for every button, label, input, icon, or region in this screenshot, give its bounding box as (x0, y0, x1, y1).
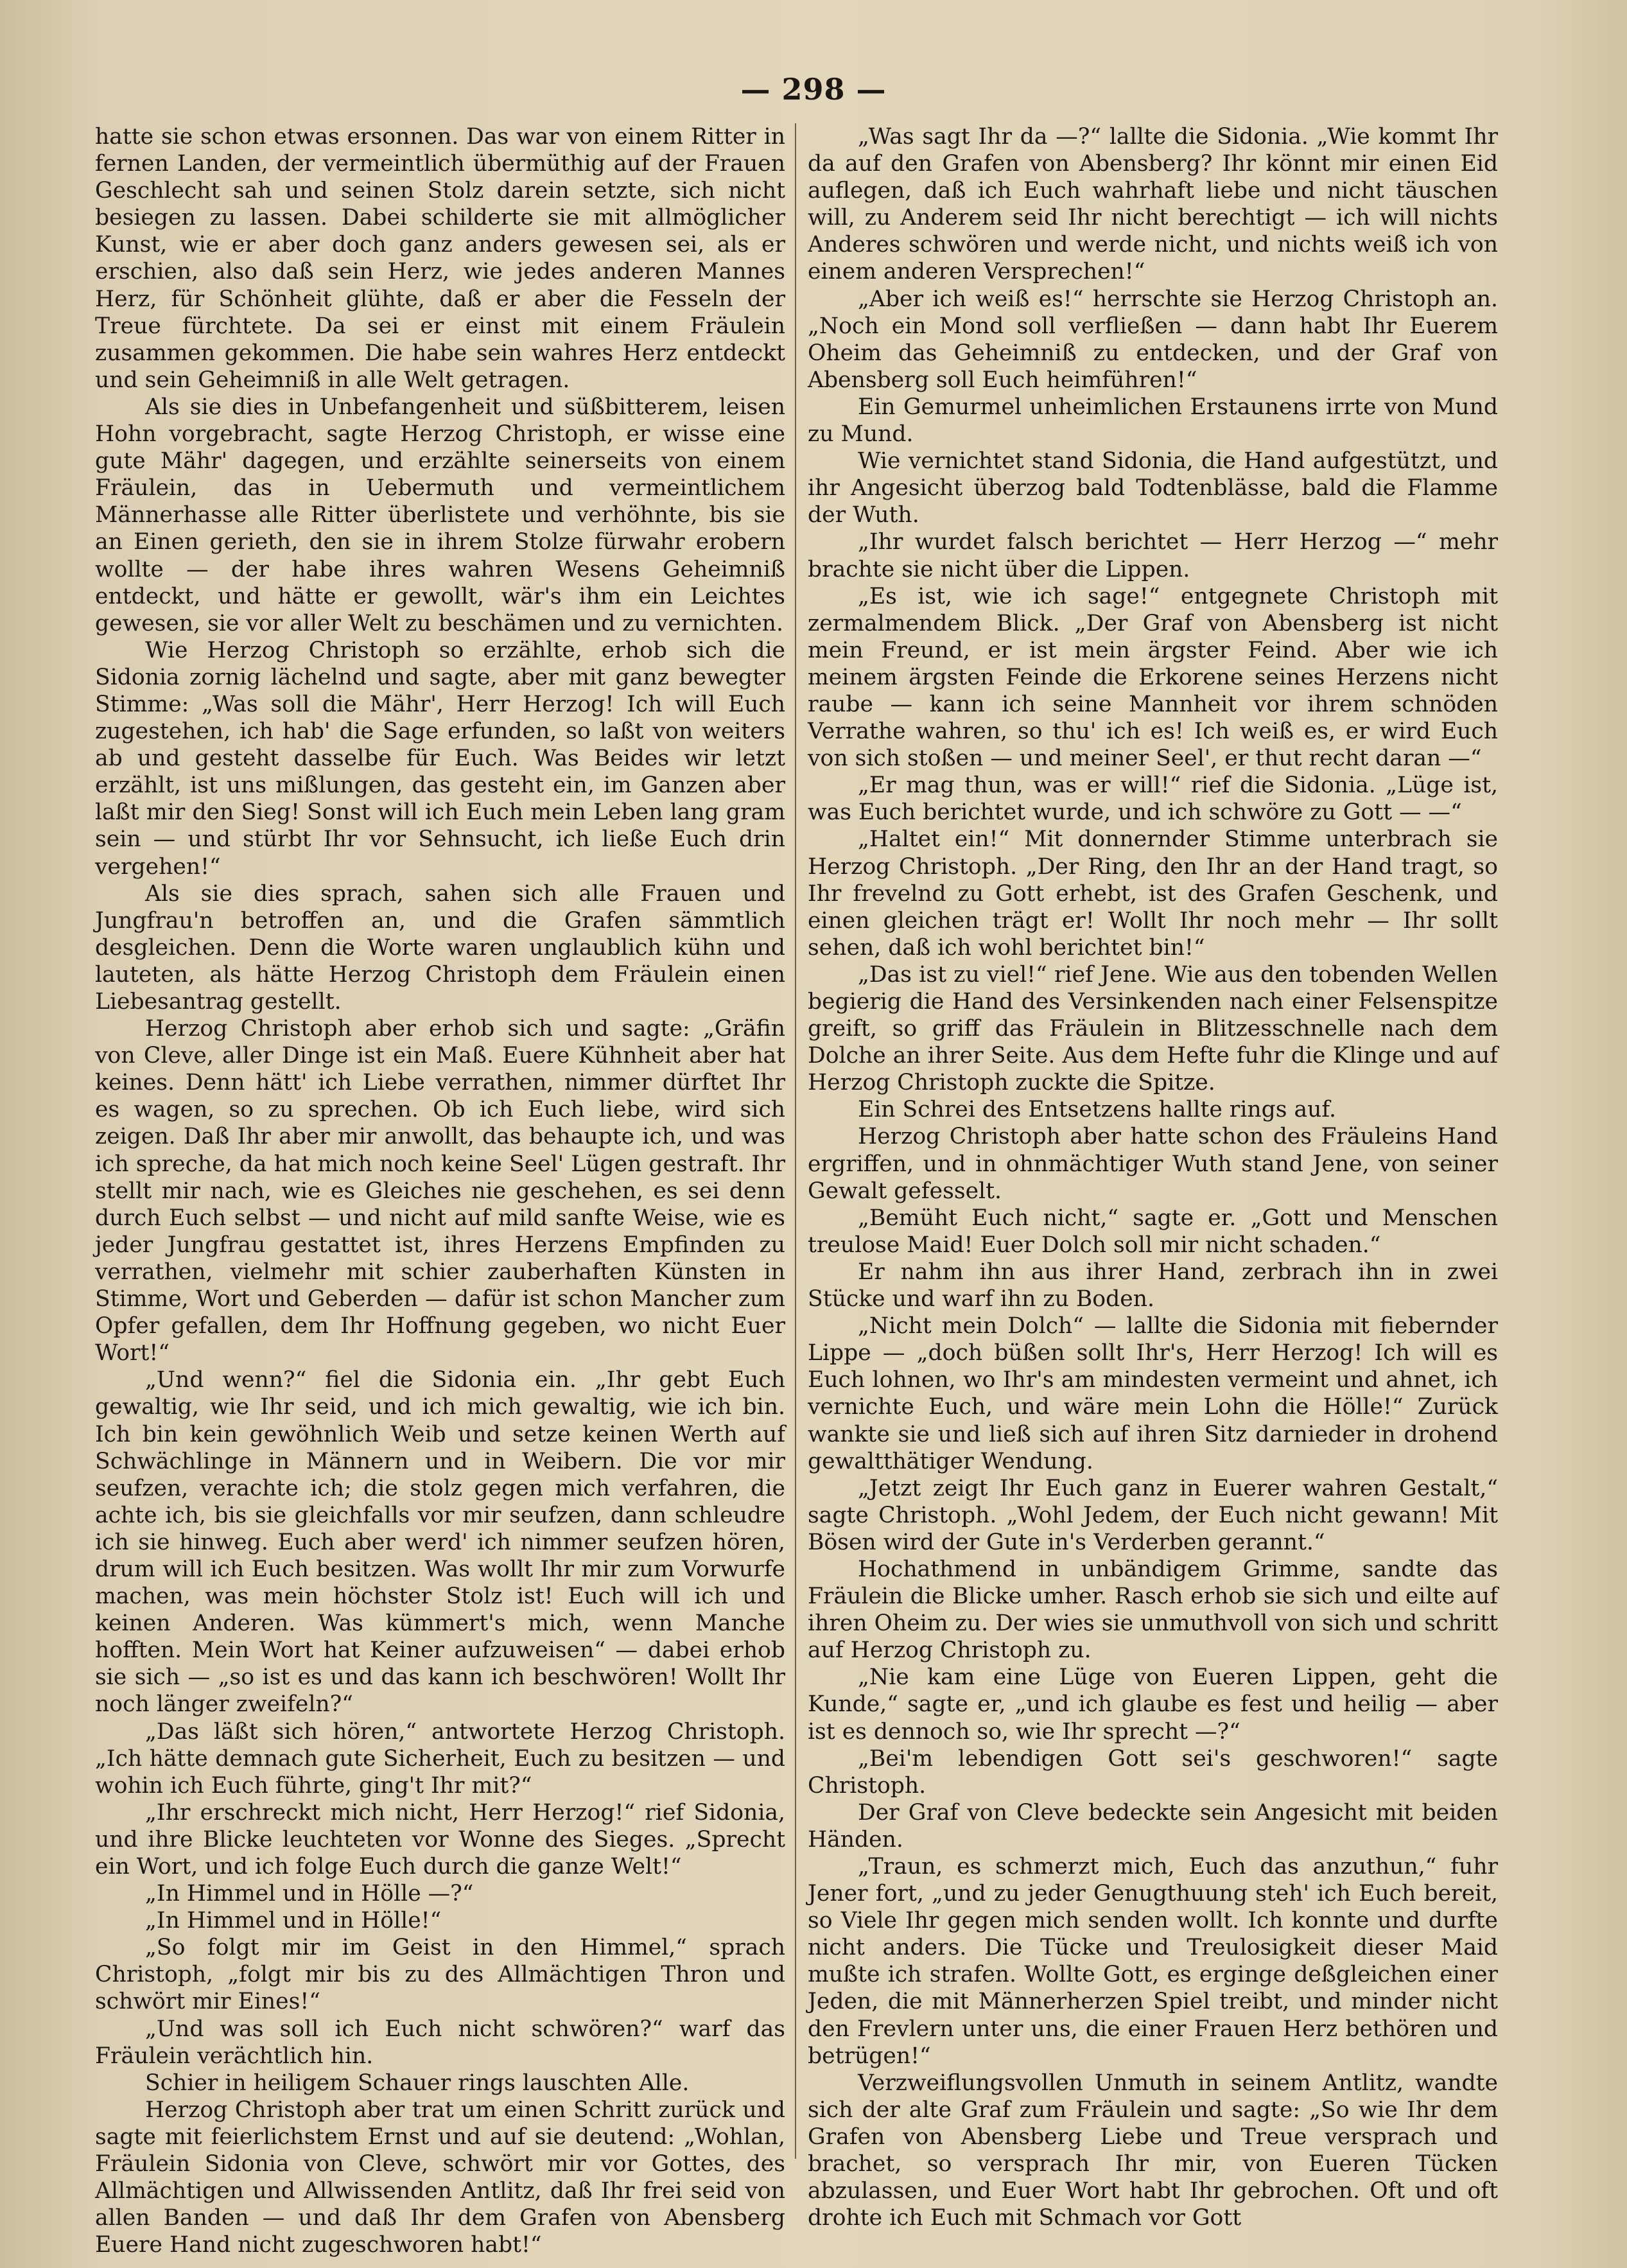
paragraph: „Aber ich weiß es!“ herrschte sie Herzog Christoph an. „Noch ein Mond soll verfließen — dann habt Ihr Euerem Oheim das Geheimniß zu entdecken, und der Graf von Abensberg soll Euch heimführen!“ (808, 286, 1498, 393)
paragraph: „Und wenn?“ fiel die Sidonia ein. „Ihr gebt Euch gewaltig, wie Ihr seid, und ich mich gewaltig, wie ich bin. Ich bin kein gewöhnlich Weib und setze keinen Werth auf Schwächlinge in Männern und in Weibern. Die vor mir seufzen, verachte ich; die stolz gegen mich verfahren, die achte ich, bis sie gleichfalls vor mir seufzen, dann schleudre ich sie hinweg. Euch aber werd' ich nimmer seufzen hören, drum will ich Euch besitzen. Was wollt Ihr mir zum Vorwurfe machen, was mein höchster Stolz ist! Euch will ich und keinen Anderen. Was kümmert's mich, wenn Manche hofften. Mein Wort hat Keiner aufzuweisen“ — dabei erhob sie sich — „so ist es und das kann ich beschwören! Wollt Ihr noch länger zweifeln?“ (95, 1367, 785, 1718)
paragraph: Als sie dies in Unbefangenheit und süßbitterem, leisen Hohn vorgebracht, sagte Herzog Christoph, er wisse eine gute Mähr' dagegen, und erzählte seinerseits von einem Fräulein, das in Uebermuth und vermeintlichem Männerhasse alle Ritter überlistete und verhöhnte, bis sie an Einen gerieth, den sie in ihrem Stolze fürwahr erobern wollte — der habe ihres wahren Wesens Geheimniß entdeckt, und hätte er gewollt, wär's ihm ein Leichtes gewesen, sie vor aller Welt zu beschämen und zu vernichten. (95, 394, 785, 636)
paragraph: „So folgt mir im Geist in den Himmel,“ sprach Christoph, „folgt mir bis zu des Allmächtigen Thron und schwört mir Eines!“ (95, 1935, 785, 2015)
paragraph: Wie vernichtet stand Sidonia, die Hand aufgestützt, und ihr Angesicht überzog bald Todtenblässe, bald die Flamme der Wuth. (808, 448, 1498, 528)
paragraph: „Und was soll ich Euch nicht schwören?“ warf das Fräulein verächtlich hin. (95, 2016, 785, 2069)
paragraph: Ein Schrei des Entsetzens hallte rings auf. (858, 1097, 1336, 1123)
paragraph: Ein Gemurmel unheimlichen Erstaunens irrte von Mund zu Mund. (808, 394, 1498, 448)
paragraph: Er nahm ihn aus ihrer Hand, zerbrach ihn in zwei Stücke und warf ihn zu Boden. (808, 1259, 1498, 1313)
paragraph: Hochathmend in unbändigem Grimme, sandte das Fräulein die Blicke umher. Rasch erhob sie sich und eilte auf ihren Oheim zu. Der wies sie unmuthvoll von sich und schritt auf Herzog Christoph zu. (808, 1556, 1498, 1664)
paragraph: „Nie kam eine Lüge von Eueren Lippen, geht die Kunde,“ sagte er, „und ich glaube es fest und heilig — aber ist es dennoch so, wie Ihr sprecht —?“ (808, 1664, 1498, 1745)
page-number: — 298 — (740, 72, 887, 107)
paragraph: Als sie dies sprach, sahen sich alle Frauen und Jungfrau'n betroffen an, und die Grafen sämmtlich desgleichen. Denn die Worte waren unglaublich kühn und lauteten, als hätte Herzog Christoph dem Fräulein einen Liebesantrag gestellt. (95, 880, 785, 1015)
paragraph: „Ihr erschreckt mich nicht, Herr Herzog!“ rief Sidonia, und ihre Blicke leuchteten vor Wonne des Sieges. „Sprecht ein Wort, und ich folge Euch durch die ganze Welt!“ (95, 1799, 785, 1880)
paragraph: „Er mag thun, was er will!“ rief die Sidonia. „Lüge ist, was Euch berichtet wurde, und ich schwöre zu Gott — —“ (808, 772, 1498, 826)
column-divider (795, 123, 796, 2159)
paragraph: „Was sagt Ihr da —?“ lallte die Sidonia. „Wie kommt Ihr da auf den Grafen von Abensberg? Ihr könnt mir einen Eid auflegen, daß ich Euch wahrhaft liebe und nicht täuschen will, zu Anderem seid Ihr nicht berechtigt — ich will nichts Anderes schwören und werde nicht, und nichts weiß ich von einem anderen Versprechen!“ (808, 124, 1498, 285)
paragraph: Herzog Christoph aber erhob sich und sagte: „Gräfin von Cleve, aller Dinge ist ein Maß. Euere Kühnheit aber hat keines. Denn hätt' ich Liebe verrathen, nimmer dürftet Ihr es wagen, so zu sprechen. Ob ich Euch liebe, wird sich zeigen. Daß Ihr aber mir anwollt, das behaupte ich, und was ich spreche, da hat mich noch keine Seel' Lügen gestraft. Ihr stellt mir nach, wie es Gleiches nie geschehen, es sei denn durch Euch selbst — und nicht auf mild sanfte Weise, wie es jeder Jungfrau gestattet ist, ihres Herzens Empfinden zu verrathen, vielmehr mit schier zauberhaften Künsten in Stimme, Wort und Geberden — dafür ist schon Mancher zum Opfer gefallen, dem Ihr Hoffnung gegeben, wo nicht Euer Wort!“ (95, 1016, 785, 1366)
paragraph: „Ihr wurdet falsch berichtet — Herr Herzog —“ mehr brachte sie nicht über die Lippen. (808, 529, 1498, 582)
paragraph: Verzweiflungsvollen Unmuth in seinem Antlitz, wandte sich der alte Graf zum Fräulein und sagte: „So wie Ihr dem Grafen von Abensberg Liebe und Treue versprach und brachet, so versprach Ihr mir, von Eueren Tücken abzulassen, und Euer Wort habt Ihr gebrochen. Oft und oft drohte ich Euch mit Schmach vor Gott (808, 2070, 1498, 2231)
paragraph: „In Himmel und in Hölle —?“ (145, 1881, 474, 1907)
right-column (808, 123, 1498, 2231)
paragraph: Wie Herzog Christoph so erzählte, erhob sich die Sidonia zornig lächelnd und sagte, aber mit ganz bewegter Stimme: „Was soll die Mähr', Herr Herzog! Ich will Euch zugestehen, ich hab' die Sage erfunden, so laßt von weiters ab und gesteht dasselbe für Euch. Was Beides wir letzt erzählt, ist uns mißlungen, das gesteht ein, im Ganzen aber laßt mir den Sieg! Sonst will ich Euch mein Leben lang gram sein — und stürbt Ihr vor Sehnsucht, ich ließe Euch drin vergehen!“ (95, 637, 785, 880)
left-column (95, 123, 785, 2258)
paragraph: hatte sie schon etwas ersonnen. Das war von einem Ritter in fernen Landen, der vermeintlich übermüthig auf der Frauen Geschlecht sah und seinen Stolz darein setzte, sich nicht besiegen zu lassen. Dabei schilderte sie mit allmöglicher Kunst, wie er aber doch ganz anders gewesen sei, als er erschien, also daß sein Herz, wie jedes anderen Mannes Herz, für Schönheit glühte, daß er aber die Fesseln der Treue fürchtete. Da sei er einst mit einem Fräulein zusammen gekommen. Die habe sein wahres Herz entdeckt und sein Geheimniß in alle Welt getragen. (95, 124, 785, 393)
paragraph: „Das läßt sich hören,“ antwortete Herzog Christoph. „Ich hätte demnach gute Sicherheit, Euch zu besitzen — und wohin ich Euch führte, ging't Ihr mit?“ (95, 1718, 785, 1799)
paragraph: „Traun, es schmerzt mich, Euch das anzuthun,“ fuhr Jener fort, „und zu jeder Genugthuung steh' ich Euch bereit, so Viele Ihr gegen mich senden wollt. Ich konnte und durfte nicht anders. Die Tücke und Treulosigkeit dieser Maid mußte ich strafen. Wollte Gott, es erginge deßgleichen einer Jeden, die mit Männerherzen Spiel treibt, und minder nicht den Frevlern unter uns, die einer Frauen Herz bethören und betrügen!“ (808, 1854, 1498, 2069)
paragraph: Der Graf von Cleve bedeckte sein Angesicht mit beiden Händen. (808, 1799, 1498, 1853)
paragraph: „Das ist zu viel!“ rief Jene. Wie aus den tobenden Wellen begierig die Hand des Versinkenden nach einer Felsenspitze greift, so griff das Fräulein in Blitzesschnelle nach dem Dolche an ihrer Seite. Aus dem Hefte fuhr die Klinge und auf Herzog Christoph zuckte die Spitze. (808, 961, 1498, 1096)
paragraph: Schier in heiligem Schauer rings lauschten Alle. (145, 2070, 690, 2096)
paragraph: „Bei'm lebendigen Gott sei's geschworen!“ sagte Christoph. (808, 1745, 1498, 1799)
paragraph: „Jetzt zeigt Ihr Euch ganz in Euerer wahren Gestalt,“ sagte Christoph. „Wohl Jedem, der Euch nicht gewann! Mit Bösen wird der Gute in's Verderben gerannt.“ (808, 1475, 1498, 1555)
paragraph: „Nicht mein Dolch“ — lallte die Sidonia mit fiebernder Lippe — „doch büßen sollt Ihr's, Herr Herzog! Ich will es Euch lohnen, wo Ihr's am mindesten vermeint und ahnet, ich vernichte Euch, und wäre mein Lohn die Hölle!“ Zurück wankte sie und ließ sich auf ihren Sitz darnieder in drohend gewaltthätiger Wendung. (808, 1313, 1498, 1474)
paragraph: Herzog Christoph aber hatte schon des Fräuleins Hand ergriffen, und in ohnmächtiger Wuth stand Jene, von seiner Gewalt gefesselt. (808, 1124, 1498, 1204)
paragraph: „Bemüht Euch nicht,“ sagte er. „Gott und Menschen treulose Maid! Euer Dolch soll mir nicht schaden.“ (808, 1205, 1498, 1258)
paragraph: „Es ist, wie ich sage!“ entgegnete Christoph mit zermalmendem Blick. „Der Graf von Abensberg ist nicht mein Freund, er ist mein ärgster Feind. Aber wie ich meinem ärgsten Feinde die Erkorene seines Herzens nicht raube — kann ich seine Mannheit vor ihrem schnöden Verrathe wahren, so thu' ich es! Ich weiß es, er wird Euch von sich stoßen — und meiner Seel', er thut recht daran —“ (808, 583, 1498, 772)
paragraph: Herzog Christoph aber trat um einen Schritt zurück und sagte mit feierlichstem Ernst und auf sie deutend: „Wohlan, Fräulein Sidonia von Cleve, schwört mir vor Gottes, des Allmächtigen und Allwissenden Antlitz, daß Ihr frei seid von allen Banden — und daß Ihr dem Grafen von Abensberg Euere Hand nicht zugeschworen habt!“ (95, 2097, 785, 2258)
paragraph: „In Himmel und in Hölle!“ (145, 1908, 442, 1934)
paragraph: „Haltet ein!“ Mit donnernder Stimme unterbrach sie Herzog Christoph. „Der Ring, den Ihr an der Hand tragt, so Ihr frevelnd zu Gott erhebt, ist des Grafen Geschenk, und einen gleichen trägt er! Wollt Ihr noch mehr — Ihr sollt sehen, daß ich wohl berichtet bin!“ (808, 826, 1498, 961)
